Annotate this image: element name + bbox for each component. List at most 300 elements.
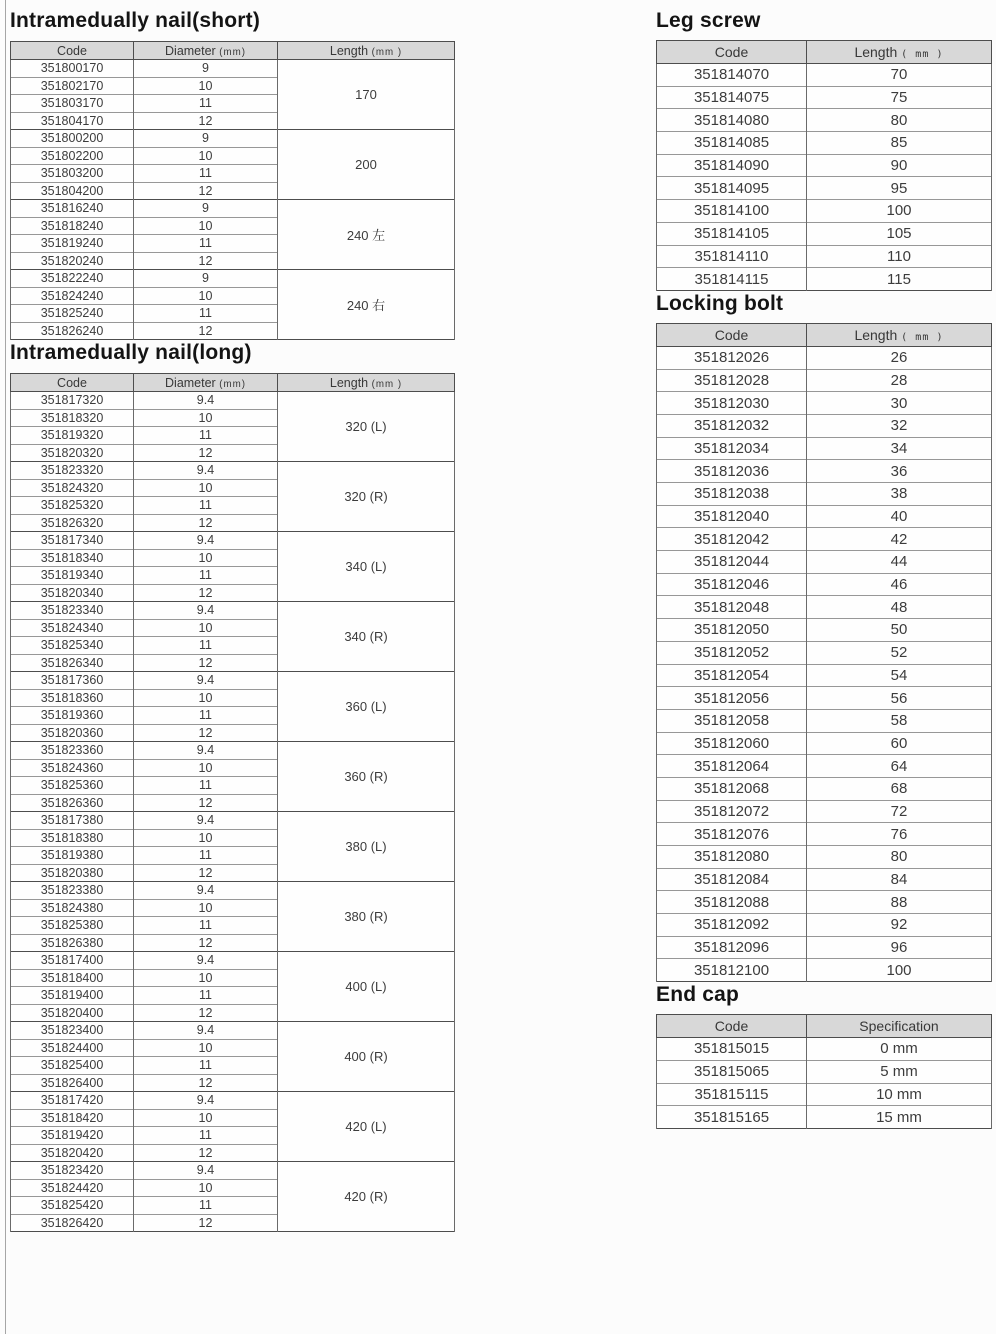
diameter-cell: 11 — [134, 305, 278, 323]
value-cell: 100 — [807, 959, 992, 982]
diameter-cell: 11 — [134, 95, 278, 113]
value-cell: 80 — [807, 109, 992, 132]
table-row — [657, 1038, 992, 1061]
code-cell: 351826340 — [11, 654, 134, 672]
table-row — [11, 462, 455, 480]
diameter-cell: 11 — [134, 777, 278, 795]
header-label: Diameter — [165, 375, 216, 390]
table-row — [657, 914, 992, 937]
header-row — [11, 42, 455, 60]
column-header — [278, 42, 455, 60]
code-cell: 351825320 — [11, 497, 134, 515]
table-row — [657, 245, 992, 268]
code-cell: 351825340 — [11, 637, 134, 655]
diameter-cell: 9 — [134, 200, 278, 218]
code-cell: 351814105 — [657, 222, 807, 245]
code-cell: 351802200 — [11, 147, 134, 165]
value-cell: 30 — [807, 392, 992, 415]
diameter-cell: 11 — [134, 917, 278, 935]
code-cell: 351812038 — [657, 483, 807, 506]
value-cell: 28 — [807, 369, 992, 392]
table-row — [657, 800, 992, 823]
header-label: Code — [57, 43, 87, 58]
left-column — [10, 8, 455, 1232]
code-cell: 351824240 — [11, 287, 134, 305]
column-header — [134, 374, 278, 392]
code-cell: 351817320 — [11, 392, 134, 410]
section-title-end-cap: End cap — [656, 983, 740, 1007]
code-cell: 351817380 — [11, 812, 134, 830]
code-cell: 351818340 — [11, 549, 134, 567]
header-unit: ( mm ) — [901, 49, 944, 60]
header-row — [657, 1015, 992, 1038]
diameter-cell: 12 — [134, 322, 278, 340]
diameter-cell: 10 — [134, 1179, 278, 1197]
diameter-cell: 9.4 — [134, 462, 278, 480]
code-cell: 351802170 — [11, 77, 134, 95]
code-cell: 351812044 — [657, 551, 807, 574]
diameter-cell: 12 — [134, 724, 278, 742]
code-cell: 351815015 — [657, 1038, 807, 1061]
code-cell: 351826380 — [11, 934, 134, 952]
table-row — [657, 619, 992, 642]
table-header — [11, 42, 455, 60]
code-cell: 351819240 — [11, 235, 134, 253]
length-group-cell: 240 左 — [278, 200, 455, 270]
code-cell: 351812036 — [657, 460, 807, 483]
code-cell: 351812084 — [657, 868, 807, 891]
code-cell: 351804200 — [11, 182, 134, 200]
table-row — [657, 268, 992, 291]
table-row — [11, 602, 455, 620]
value-cell: 70 — [807, 64, 992, 87]
table-row — [657, 346, 992, 369]
length-group-cell: 420 (L) — [278, 1092, 455, 1162]
code-cell: 351812040 — [657, 505, 807, 528]
table-row — [657, 460, 992, 483]
code-cell: 351812092 — [657, 914, 807, 937]
diameter-cell: 10 — [134, 829, 278, 847]
section-title-locking-bolt: Locking bolt — [656, 291, 784, 315]
code-cell: 351823420 — [11, 1162, 134, 1180]
value-cell: 32 — [807, 414, 992, 437]
table-body — [657, 346, 992, 981]
value-cell: 56 — [807, 687, 992, 710]
code-cell: 351812050 — [657, 619, 807, 642]
value-cell: 42 — [807, 528, 992, 551]
code-cell: 351820240 — [11, 252, 134, 270]
column-header — [807, 1015, 992, 1038]
diameter-cell: 12 — [134, 794, 278, 812]
diameter-cell: 10 — [134, 619, 278, 637]
page-left-edge-line — [5, 0, 6, 1334]
diameter-cell: 12 — [134, 654, 278, 672]
code-cell: 351812034 — [657, 437, 807, 460]
code-cell: 351812030 — [657, 392, 807, 415]
end-cap-table — [656, 1014, 992, 1129]
value-cell: 26 — [807, 346, 992, 369]
diameter-cell: 9.4 — [134, 1162, 278, 1180]
value-cell: 110 — [807, 245, 992, 268]
code-cell: 351825360 — [11, 777, 134, 795]
length-group-cell: 340 (L) — [278, 532, 455, 602]
table-row — [11, 952, 455, 970]
diameter-cell: 11 — [134, 847, 278, 865]
diameter-cell: 9 — [134, 270, 278, 288]
code-cell: 351816240 — [11, 200, 134, 218]
table-row — [657, 891, 992, 914]
value-cell: 80 — [807, 846, 992, 869]
table-row — [657, 709, 992, 732]
diameter-cell: 10 — [134, 899, 278, 917]
value-cell: 92 — [807, 914, 992, 937]
value-cell: 54 — [807, 664, 992, 687]
code-cell: 351803170 — [11, 95, 134, 113]
table-row — [11, 1092, 455, 1110]
code-cell: 351819420 — [11, 1127, 134, 1145]
value-cell: 50 — [807, 619, 992, 642]
header-unit: ( mm ) — [901, 331, 944, 343]
table-row — [657, 86, 992, 109]
nail-long-table — [10, 373, 455, 1232]
code-cell: 351812058 — [657, 709, 807, 732]
header-label: Code — [714, 326, 749, 343]
table-row — [657, 846, 992, 869]
length-group-cell: 400 (L) — [278, 952, 455, 1022]
code-cell: 351823320 — [11, 462, 134, 480]
code-cell: 351812096 — [657, 936, 807, 959]
value-cell: 0 mm — [807, 1038, 992, 1061]
code-cell: 351812052 — [657, 641, 807, 664]
diameter-cell: 11 — [134, 567, 278, 585]
code-cell: 351815065 — [657, 1060, 807, 1083]
code-cell: 351826320 — [11, 514, 134, 532]
code-cell: 351826240 — [11, 322, 134, 340]
code-cell: 351804170 — [11, 112, 134, 130]
diameter-cell: 11 — [134, 707, 278, 725]
diameter-cell: 10 — [134, 479, 278, 497]
diameter-cell: 9 — [134, 130, 278, 148]
table-row — [11, 270, 455, 288]
table-row — [657, 777, 992, 800]
code-cell: 351819400 — [11, 987, 134, 1005]
diameter-cell: 11 — [134, 1057, 278, 1075]
table-row — [657, 483, 992, 506]
code-cell: 351825240 — [11, 305, 134, 323]
code-cell: 351826400 — [11, 1074, 134, 1092]
column-header — [807, 41, 992, 64]
length-group-cell: 420 (R) — [278, 1162, 455, 1232]
code-cell: 351823380 — [11, 882, 134, 900]
code-cell: 351812080 — [657, 846, 807, 869]
code-cell: 351820340 — [11, 584, 134, 602]
diameter-cell: 10 — [134, 549, 278, 567]
table-row — [657, 959, 992, 982]
code-cell: 351823340 — [11, 602, 134, 620]
value-cell: 52 — [807, 641, 992, 664]
code-cell: 351819340 — [11, 567, 134, 585]
diameter-cell: 12 — [134, 444, 278, 462]
value-cell: 40 — [807, 505, 992, 528]
code-cell: 351818320 — [11, 409, 134, 427]
length-group-cell: 200 — [278, 130, 455, 200]
code-cell: 351814070 — [657, 64, 807, 87]
code-cell: 351812028 — [657, 369, 807, 392]
table-row — [657, 664, 992, 687]
diameter-cell: 9.4 — [134, 672, 278, 690]
table-row — [11, 60, 455, 78]
code-cell: 351818420 — [11, 1109, 134, 1127]
table-header — [657, 323, 992, 346]
diameter-cell: 12 — [134, 584, 278, 602]
table-row — [657, 64, 992, 87]
header-unit: (mm) — [219, 46, 246, 58]
code-cell: 351820320 — [11, 444, 134, 462]
value-cell: 115 — [807, 268, 992, 291]
code-cell: 351814100 — [657, 200, 807, 223]
diameter-cell: 9 — [134, 60, 278, 78]
value-cell: 96 — [807, 936, 992, 959]
diameter-cell: 12 — [134, 864, 278, 882]
diameter-cell: 10 — [134, 1039, 278, 1057]
diameter-cell: 9.4 — [134, 882, 278, 900]
table-body — [657, 64, 992, 291]
code-cell: 351825400 — [11, 1057, 134, 1075]
diameter-cell: 11 — [134, 637, 278, 655]
code-cell: 351824400 — [11, 1039, 134, 1057]
length-group-cell: 400 (R) — [278, 1022, 455, 1092]
code-cell: 351826420 — [11, 1214, 134, 1232]
table-row — [11, 392, 455, 410]
table-row — [11, 130, 455, 148]
code-cell: 351819320 — [11, 427, 134, 445]
diameter-cell: 11 — [134, 1127, 278, 1145]
code-cell: 351817400 — [11, 952, 134, 970]
diameter-cell: 11 — [134, 235, 278, 253]
table-row — [11, 742, 455, 760]
diameter-cell: 9.4 — [134, 1022, 278, 1040]
value-cell: 34 — [807, 437, 992, 460]
table-row — [657, 200, 992, 223]
value-cell: 60 — [807, 732, 992, 755]
value-cell: 64 — [807, 755, 992, 778]
diameter-cell: 12 — [134, 1144, 278, 1162]
value-cell: 5 mm — [807, 1060, 992, 1083]
code-cell: 351824420 — [11, 1179, 134, 1197]
value-cell: 88 — [807, 891, 992, 914]
header-label: Code — [714, 1018, 749, 1035]
code-cell: 351820400 — [11, 1004, 134, 1022]
header-unit: (mm) — [219, 378, 246, 390]
table-row — [657, 755, 992, 778]
value-cell: 105 — [807, 222, 992, 245]
code-cell: 351819380 — [11, 847, 134, 865]
value-cell: 76 — [807, 823, 992, 846]
code-cell: 351820360 — [11, 724, 134, 742]
column-header — [657, 1015, 807, 1038]
diameter-cell: 12 — [134, 112, 278, 130]
code-cell: 351812072 — [657, 800, 807, 823]
code-cell: 351824380 — [11, 899, 134, 917]
code-cell: 351812054 — [657, 664, 807, 687]
code-cell: 351817420 — [11, 1092, 134, 1110]
value-cell: 90 — [807, 154, 992, 177]
table-header — [657, 1015, 992, 1038]
column-header — [657, 41, 807, 64]
table-row — [657, 868, 992, 891]
diameter-cell: 10 — [134, 759, 278, 777]
value-cell: 10 mm — [807, 1083, 992, 1106]
table-row — [657, 573, 992, 596]
value-cell: 72 — [807, 800, 992, 823]
code-cell: 351814075 — [657, 86, 807, 109]
code-cell: 351812076 — [657, 823, 807, 846]
nail-short-table — [10, 41, 455, 340]
diameter-cell: 10 — [134, 77, 278, 95]
table-row — [657, 596, 992, 619]
value-cell: 46 — [807, 573, 992, 596]
table-row — [657, 437, 992, 460]
column-header — [11, 42, 134, 60]
section-title-nail-short: Intramedually nail(short) — [10, 9, 261, 32]
code-cell: 351812064 — [657, 755, 807, 778]
code-cell: 351818380 — [11, 829, 134, 847]
table-body — [11, 60, 455, 340]
table-row — [11, 1162, 455, 1180]
code-cell: 351800200 — [11, 130, 134, 148]
diameter-cell: 10 — [134, 217, 278, 235]
header-label: Code — [57, 375, 87, 390]
table-header — [11, 374, 455, 392]
section-title-nail-long: Intramedually nail(long) — [10, 341, 252, 364]
value-cell: 95 — [807, 177, 992, 200]
table-row — [657, 528, 992, 551]
code-cell: 351814110 — [657, 245, 807, 268]
diameter-cell: 9.4 — [134, 1092, 278, 1110]
length-group-cell: 320 (R) — [278, 462, 455, 532]
table-row — [657, 1106, 992, 1129]
code-cell: 351812056 — [657, 687, 807, 710]
code-cell: 351823360 — [11, 742, 134, 760]
diameter-cell: 12 — [134, 252, 278, 270]
diameter-cell: 12 — [134, 1004, 278, 1022]
table-row — [657, 369, 992, 392]
code-cell: 351812042 — [657, 528, 807, 551]
diameter-cell: 10 — [134, 287, 278, 305]
table-row — [657, 641, 992, 664]
diameter-cell: 10 — [134, 147, 278, 165]
diameter-cell: 12 — [134, 934, 278, 952]
code-cell: 351818400 — [11, 969, 134, 987]
table-row — [11, 882, 455, 900]
value-cell: 15 mm — [807, 1106, 992, 1129]
code-cell: 351812048 — [657, 596, 807, 619]
diameter-cell: 9.4 — [134, 392, 278, 410]
code-cell: 351824340 — [11, 619, 134, 637]
table-row — [657, 109, 992, 132]
code-cell: 351824320 — [11, 479, 134, 497]
diameter-cell: 10 — [134, 689, 278, 707]
header-row — [11, 374, 455, 392]
diameter-cell: 10 — [134, 1109, 278, 1127]
code-cell: 351814080 — [657, 109, 807, 132]
diameter-cell: 12 — [134, 1074, 278, 1092]
code-cell: 351814085 — [657, 132, 807, 155]
diameter-cell: 12 — [134, 514, 278, 532]
header-row — [657, 41, 992, 64]
table-row — [657, 732, 992, 755]
code-cell: 351825420 — [11, 1197, 134, 1215]
code-cell: 351817360 — [11, 672, 134, 690]
code-cell: 351825380 — [11, 917, 134, 935]
column-header — [134, 42, 278, 60]
code-cell: 351819360 — [11, 707, 134, 725]
table-row — [657, 936, 992, 959]
code-cell: 351800170 — [11, 60, 134, 78]
diameter-cell: 9.4 — [134, 812, 278, 830]
code-cell: 351812032 — [657, 414, 807, 437]
table-body — [657, 1038, 992, 1129]
header-label: Length — [329, 43, 369, 58]
table-row — [11, 532, 455, 550]
code-cell: 351820380 — [11, 864, 134, 882]
header-label: Specification — [859, 1018, 939, 1035]
code-cell: 351817340 — [11, 532, 134, 550]
table-row — [11, 672, 455, 690]
code-cell: 351814115 — [657, 268, 807, 291]
code-cell: 351826360 — [11, 794, 134, 812]
length-group-cell: 380 (L) — [278, 812, 455, 882]
table-body — [11, 392, 455, 1232]
header-unit: (mm ) — [371, 46, 403, 58]
column-header — [807, 323, 992, 346]
code-cell: 351814095 — [657, 177, 807, 200]
diameter-cell: 11 — [134, 165, 278, 183]
header-label: Length — [854, 326, 898, 343]
code-cell: 351812060 — [657, 732, 807, 755]
diameter-cell: 12 — [134, 1214, 278, 1232]
table-row — [11, 812, 455, 830]
value-cell: 85 — [807, 132, 992, 155]
value-cell: 100 — [807, 200, 992, 223]
diameter-cell: 11 — [134, 427, 278, 445]
header-label: Length — [854, 44, 898, 60]
table-row — [657, 505, 992, 528]
code-cell: 351824360 — [11, 759, 134, 777]
value-cell: 58 — [807, 709, 992, 732]
length-group-cell: 360 (L) — [278, 672, 455, 742]
diameter-cell: 9.4 — [134, 742, 278, 760]
diameter-cell: 10 — [134, 409, 278, 427]
table-row — [657, 1060, 992, 1083]
code-cell: 351812100 — [657, 959, 807, 982]
table-row — [657, 222, 992, 245]
table-header — [657, 41, 992, 64]
table-row — [11, 1022, 455, 1040]
column-header — [11, 374, 134, 392]
code-cell: 351812088 — [657, 891, 807, 914]
header-row — [657, 323, 992, 346]
diameter-cell: 9.4 — [134, 602, 278, 620]
header-label: Code — [714, 44, 749, 60]
table-row — [657, 1083, 992, 1106]
table-row — [11, 200, 455, 218]
right-column — [656, 8, 992, 1129]
value-cell: 38 — [807, 483, 992, 506]
table-row — [657, 551, 992, 574]
table-row — [657, 392, 992, 415]
code-cell: 351818360 — [11, 689, 134, 707]
